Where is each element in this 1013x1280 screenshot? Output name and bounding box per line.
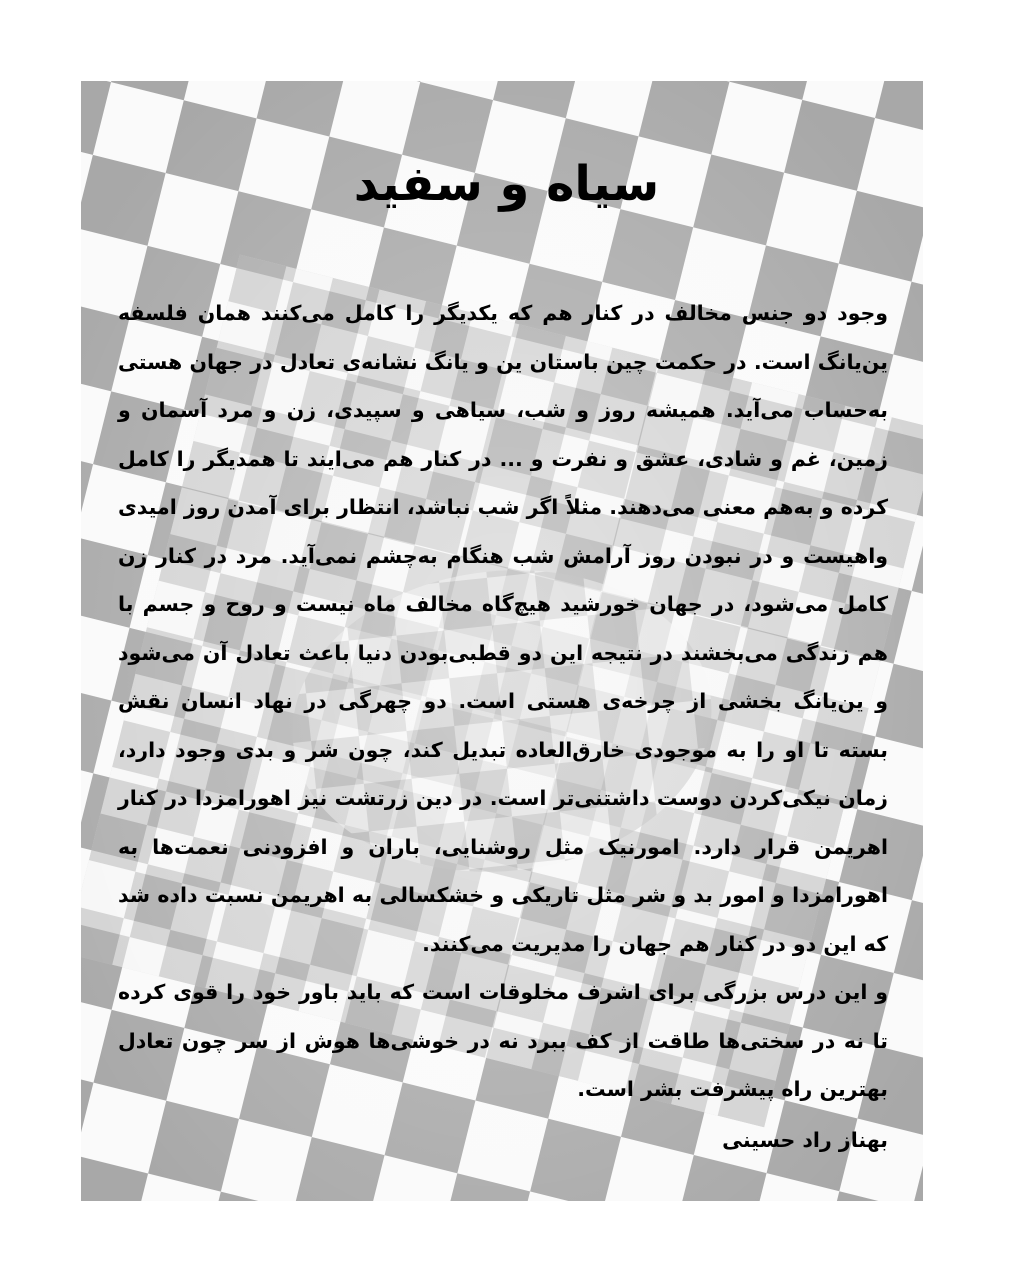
- author-signature: بهناز راد حسینی: [722, 1128, 888, 1152]
- page-title: سیاه و سفید: [353, 156, 660, 212]
- paragraph: و این درس بزرگی برای اشرف مخلوقات است که باید باور خود را قوی کرده تا نه در سختی‌ها طاقت از کف ببرد نه در خوشی‌ها هوش از سر چون تعادل بهترین راه پیشرفت بشر است.: [118, 980, 888, 1101]
- article-body: [118, 289, 888, 1114]
- paragraph: وجود دو جنس مخالف در کنار هم که یکدیگر را کامل می‌کنند همان فلسفه ین‌یانگ است. در حکمت چین باستان ین و یانگ نشانه‌ی تعادل در جهان هستی به‌حساب می‌آید. همیشه روز و شب، سیاهی و سپیدی، زن و مرد آسمان و زمین، غم و شادی، عشق و نفرت و ... در کنار هم می‌ایند تا همدیگر را کامل کرده و به‌هم معنی می‌دهند. مثلاً اگر شب نباشد، انتظار برای آمدن روز امیدی واهیست و در نبودن روز آرامش شب هنگام به‌چشم نمی‌آید. مرد در کنار زن کامل می‌شود، در جهان خورشید هیچ‌گاه مخالف ماه نیست و روح و جسم با هم زندگی می‌بخشند در نتیجه این دو قطبی‌بودن دنیا باعث تعادل آن می‌شود و ین‌یانگ بخشی از چرخه‌ی هستی است. دو چهرگی در نهاد انسان نقش بسته تا او را به موجودی خارق‌العاده تبدیل کند، چون شر و بدی وجود دارد، زمان نیکی‌کردن دوست داشتنی‌تر است. در دین زرتشت نیز اهورامزدا در کنار اهریمن قرار دارد. امورنیک مثل روشنایی، باران و افزودنی نعمت‌ها به اهورامزدا و امور بد و شر مثل تاریکی و خشکسالی به اهریمن نسبت داده شد که این دو در کنار هم جهان را مدیریت می‌کنند.: [118, 301, 888, 956]
